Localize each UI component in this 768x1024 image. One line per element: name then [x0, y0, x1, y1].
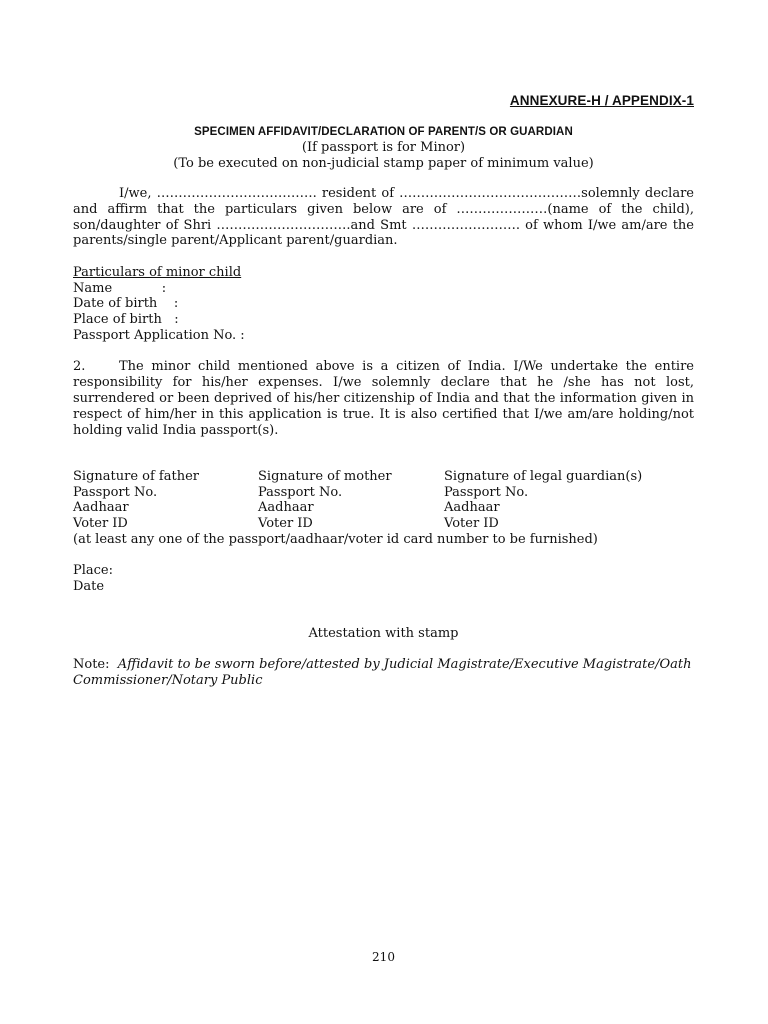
father-passport-label: Passport No.	[73, 484, 158, 500]
mother-voter-id-label: Voter ID	[258, 515, 313, 531]
declaration-paragraph: I/we, ………………………………. resident of ……………………………………solemnly declare and affirm that the particulars given below are of …………………(name of the child), son/daughter of Shri ………………………….and Smt ……………………. of whom I/we am/are the parents/single parent/Applicant parent/guardian.	[73, 186, 694, 249]
guardian-aadhaar-label: Aadhaar	[444, 500, 500, 516]
place-label: Place:	[73, 563, 114, 578]
father-aadhaar-label: Aadhaar	[73, 500, 129, 516]
undertaking-text: The minor child mentioned above is a citizen of India. I/We undertake the entire responsibility for his/her expenses. I/we solemnly declare that he /she has not lost, surrendered or been deprived of his/her citizenship of India and that the information given in respect of him/her in this application is true. It is also certified that I/we am/are holding/not holding valid India passport(s).	[73, 359, 694, 438]
page-number: 210	[372, 950, 395, 964]
document-title: SPECIMEN AFFIDAVIT/DECLARATION OF PARENT/S OR GUARDIAN	[194, 126, 573, 138]
paragraph-number: 2.	[73, 359, 86, 374]
undertaking-paragraph	[73, 359, 694, 439]
note-text: Affidavit to be sworn before/attested by Judicial Magistrate/Executive Magistrate/Oath Commissioner/Notary Public	[73, 657, 692, 688]
title-block	[73, 124, 694, 172]
guardian-voter-id-label: Voter ID	[444, 515, 499, 531]
document-subtitle-minor: (If passport is for Minor)	[301, 140, 466, 155]
mother-passport-label: Passport No.	[258, 484, 343, 500]
attestation-label: Attestation with stamp	[308, 626, 459, 641]
guardian-passport-label: Passport No.	[444, 484, 529, 500]
particulars-heading: Particulars of minor child	[73, 265, 242, 280]
father-signature-label: Signature of father	[73, 469, 199, 484]
date-label: Date	[73, 579, 105, 594]
guardian-signature-label: Signature of legal guardian(s)	[444, 469, 643, 484]
particulars-dob-row: Date of birth :	[73, 296, 179, 312]
particulars-section	[73, 265, 245, 344]
note-block	[73, 657, 694, 689]
particulars-name-row: Name :	[73, 280, 167, 296]
annexure-heading: ANNEXURE-H / APPENDIX-1	[509, 93, 694, 108]
particulars-application-number-row: Passport Application No. :	[73, 327, 245, 343]
particulars-place-of-birth-row: Place of birth :	[73, 312, 179, 328]
mother-signature-label: Signature of mother	[258, 469, 392, 484]
note-label: Note:	[73, 657, 110, 672]
mother-aadhaar-label: Aadhaar	[258, 500, 314, 516]
father-voter-id-label: Voter ID	[73, 515, 128, 531]
signature-table	[73, 469, 694, 531]
place-date-block	[73, 563, 113, 595]
document-subtitle-stamp-paper: (To be executed on non-judicial stamp paper of minimum value)	[173, 156, 594, 171]
document-page	[73, 0, 694, 1024]
id-requirement-note: (at least any one of the passport/aadhaar/voter id card number to be furnished)	[73, 532, 598, 547]
